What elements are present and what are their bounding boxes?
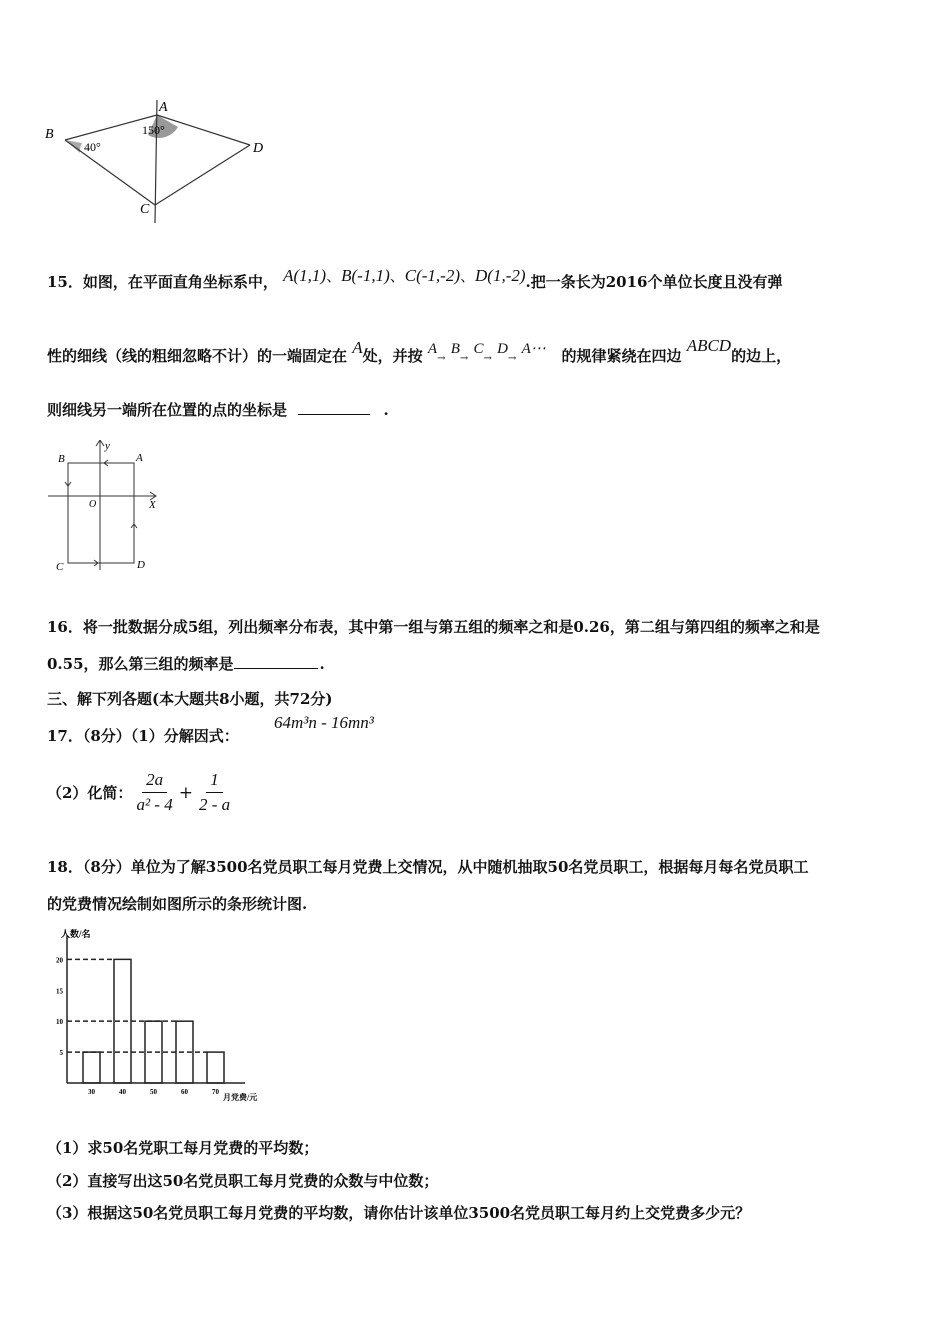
- fraction-1-numerator: 2a: [142, 770, 167, 793]
- x-label: X: [149, 499, 156, 511]
- label-d: D: [253, 141, 264, 156]
- chart-x-tick-label: 60: [181, 1088, 188, 1096]
- arrow-icon: →: [437, 353, 446, 364]
- q18-line1: 18．（8分）单位为了解3500名党员职工每月党费上交情况，从中随机抽取50名党员职工，根据每月每名党员职工: [47, 858, 809, 876]
- answer-blank[interactable]: [298, 414, 370, 415]
- q15-line3: [47, 399, 389, 420]
- bar-chart: [45, 925, 285, 1110]
- chart-y-tick-label: 10: [56, 1018, 63, 1027]
- q16-line2: [47, 653, 325, 674]
- point-c: C(-1,-2): [404, 266, 460, 285]
- q15-line2: [47, 336, 792, 366]
- label-a: A: [159, 100, 168, 115]
- chart-x-tick-label: 40: [119, 1088, 126, 1096]
- q16-end: .: [319, 655, 325, 673]
- angle-a-label: 150°: [142, 123, 165, 137]
- q15-line3-text: 则细线另一端所在位置的点的坐标是: [47, 401, 288, 419]
- origin-label: O: [89, 499, 97, 510]
- q16-line2-text: 0.55，那么第三组的频率是: [47, 655, 234, 673]
- fraction-1: [132, 770, 176, 815]
- seq-c: C: [473, 341, 484, 357]
- point-a: A(1,1): [283, 266, 327, 285]
- coordinate-rectangle-figure: [48, 440, 168, 575]
- rectangle-abcd: [68, 463, 134, 563]
- sep-2: 、: [389, 267, 405, 285]
- side-dc: [155, 145, 250, 205]
- side-cb: [65, 140, 155, 205]
- chart-ylabel: 人数/名: [61, 929, 91, 939]
- sep-1: 、: [326, 267, 342, 285]
- fraction-1-denominator: a² - 4: [136, 795, 173, 814]
- quad-name: ABCD: [686, 336, 732, 355]
- chart-x-tick-label: 50: [150, 1088, 157, 1096]
- chart-y-tick-label: 15: [56, 987, 63, 996]
- fix-point: A: [352, 338, 363, 357]
- quadrilateral-figure: [40, 95, 280, 225]
- rect-label-d: D: [137, 559, 145, 571]
- angle-b-label: 40°: [84, 140, 101, 154]
- q15-number: 15．: [47, 273, 83, 291]
- chart-x-tick-label: 30: [88, 1088, 95, 1096]
- arrow-icon: →: [483, 353, 492, 364]
- arrow-icon: →: [507, 353, 517, 364]
- chart-xlabel: 月党费/元: [223, 1093, 258, 1102]
- rect-label-c: C: [56, 561, 64, 573]
- chart-x-tick-label: 70: [212, 1088, 219, 1096]
- chart-bar: [83, 1052, 100, 1083]
- fraction-2: [195, 770, 234, 815]
- seq-a: A: [427, 341, 438, 357]
- q17-line1: 17．（8分）（1）分解因式：: [47, 727, 239, 745]
- point-b: B(-1,1): [341, 266, 390, 285]
- q15-line2-text-c: 的规律紧绕在四边: [561, 347, 682, 365]
- q17-expression: 64m³n - 16mn³: [274, 713, 374, 732]
- q15-end: .: [383, 401, 389, 419]
- arrow-icon: →: [459, 353, 469, 364]
- q18-sub2: （2）直接写出这50名党员职工每月党费的众数与中位数；: [47, 1172, 439, 1190]
- y-label: y: [105, 440, 110, 452]
- fraction-2-denominator: 2 - a: [198, 795, 231, 814]
- q15-line1: [47, 266, 783, 292]
- label-b: B: [45, 127, 54, 142]
- label-c: C: [140, 202, 150, 217]
- fraction-2-numerator: 1: [206, 770, 223, 793]
- q15-text-b: .把一条长为2016个单位长度且没有弹: [525, 273, 783, 291]
- q17-part2-label: （2）化简：: [47, 784, 133, 802]
- point-d: D(1,-2): [475, 266, 526, 285]
- q17-part2: [47, 770, 234, 815]
- q15-text-a: 如图，在平面直角坐标系中，: [82, 273, 278, 291]
- chart-bar: [207, 1052, 224, 1083]
- q16-answer-blank[interactable]: [234, 668, 318, 669]
- plus-sign: +: [178, 782, 193, 803]
- q15-line2-text-d: 的边上，: [731, 347, 792, 365]
- seq-a-repeat: A⋯: [521, 341, 546, 357]
- seq-d: D: [497, 341, 508, 357]
- q16-line1: 16．将一批数据分成5组，列出频率分布表，其中第一组与第五组的频率之和是0.26，第二组与第四组的频率之和是: [47, 618, 820, 636]
- chart-y-tick-label: 20: [56, 956, 63, 965]
- q18-sub1: （1）求50名党职工每月党费的平均数；: [47, 1139, 319, 1157]
- rect-label-b: B: [58, 453, 65, 465]
- section-3-heading: 三、解下列各题(本大题共8小题，共72分): [47, 690, 333, 708]
- q18-sub3: （3）根据这50名党员职工每月党费的平均数，请你估计该单位3500名党员职工每月约上交党费多少元？: [47, 1204, 751, 1222]
- chart-y-tick-label: 5: [59, 1049, 63, 1058]
- sep-3: 、: [459, 267, 475, 285]
- q15-line2-text-b: 处，并按: [362, 347, 423, 365]
- rect-label-a: A: [136, 452, 143, 464]
- seq-b: B: [450, 341, 460, 357]
- q18-line2: 的党费情况绘制如图所示的条形统计图.: [47, 895, 308, 913]
- q15-line2-text-a: 性的细线（线的粗细忽略不计）的一端固定在: [47, 347, 348, 365]
